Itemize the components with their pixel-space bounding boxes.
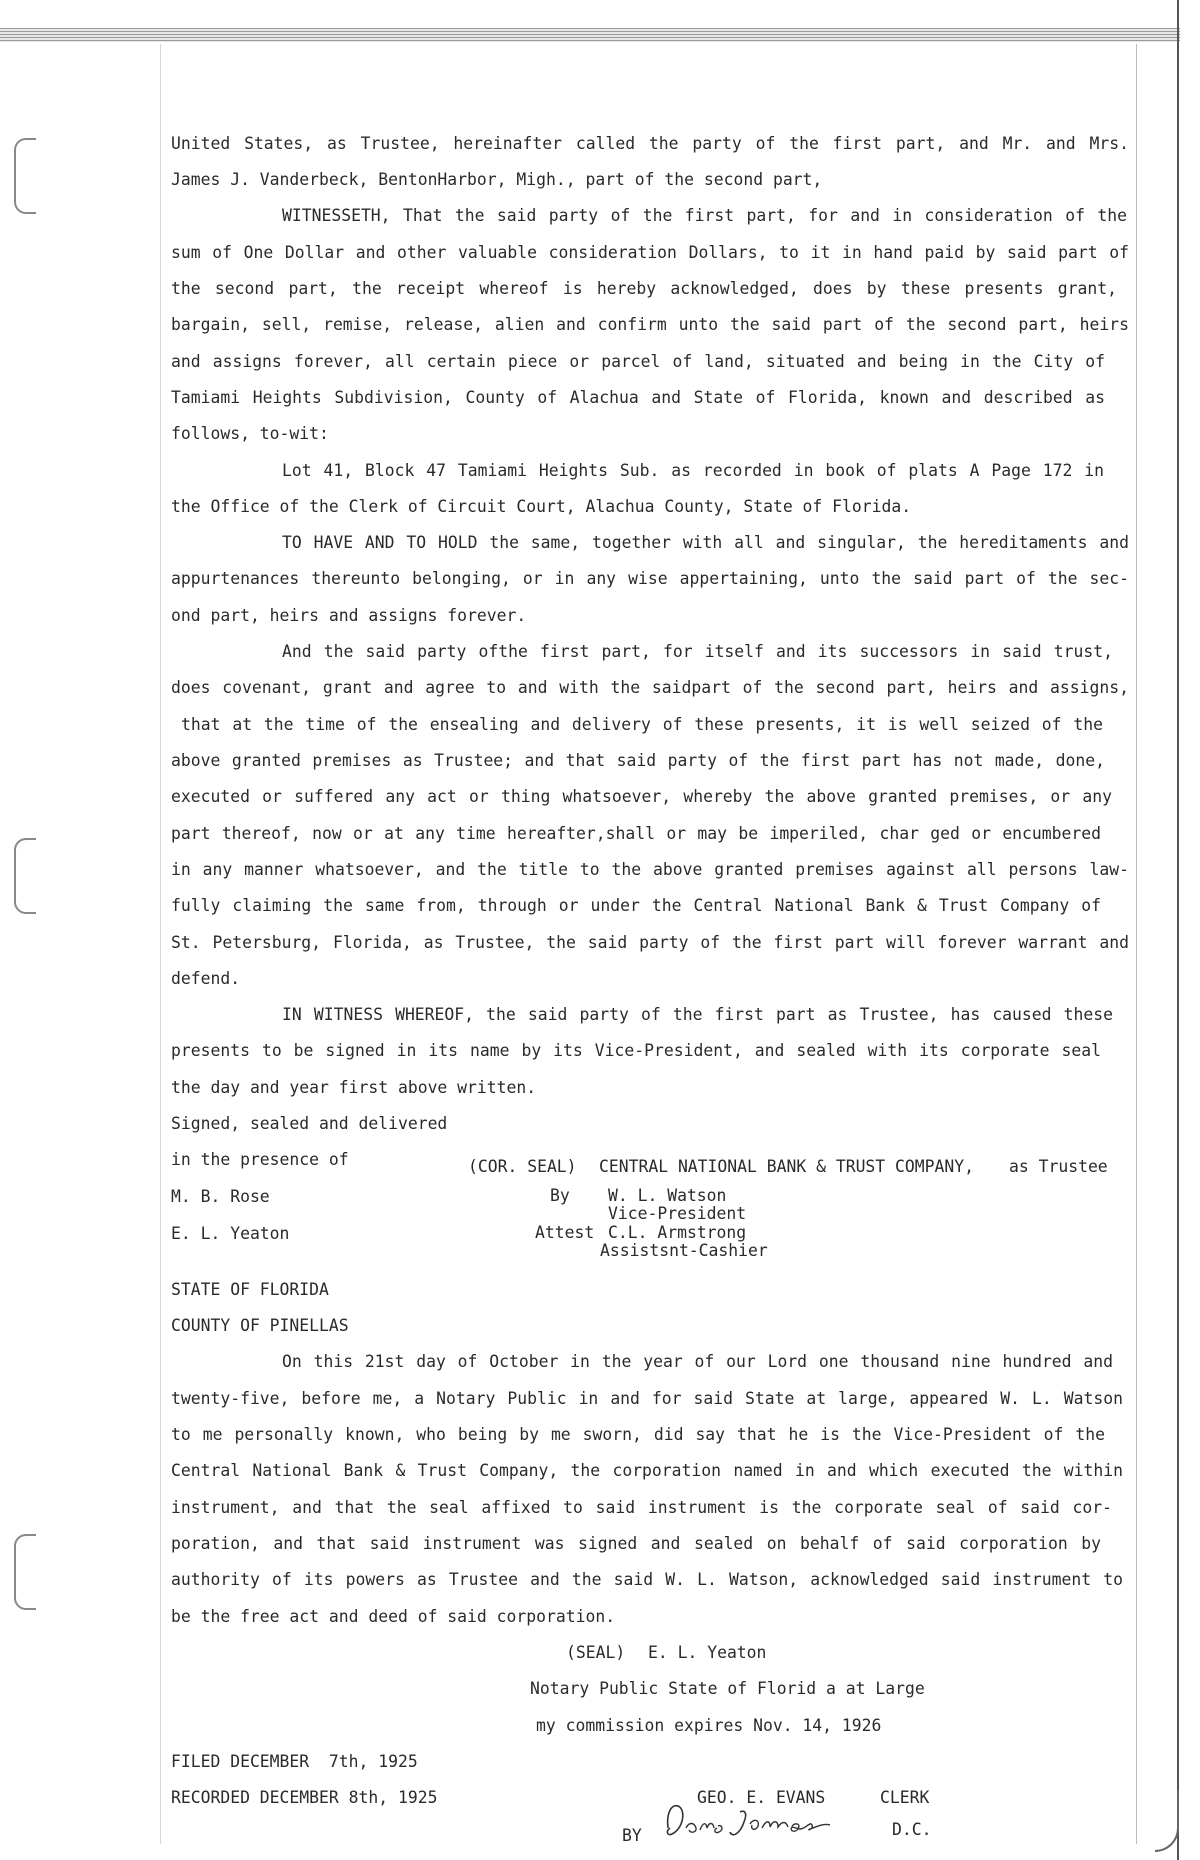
commission-expiry: my commission expires Nov. 14, 1926 — [536, 1716, 882, 1735]
body-line: part thereof, now or at any time hereafter,shall or may be imperiled, char ged or encumbered — [171, 824, 1101, 843]
witness-name: M. B. Rose — [171, 1187, 270, 1206]
body-line: St. Petersburg, Florida, as Trustee, the said party of the first part will forever warrant and — [171, 933, 1129, 952]
body-line: appurtenances thereunto belonging, or in any wise appertaining, unto the said part of the sec- — [171, 569, 1129, 588]
body-line: defend. — [171, 969, 241, 988]
body-line: in any manner whatsoever, and the title to the above granted premises against all persons law- — [171, 860, 1129, 879]
acknowledgment-line: twenty-five, before me, a Notary Public in and for said State at large, appeared W. L. Watson — [171, 1389, 1123, 1408]
filed-date: FILED DECEMBER 7th, 1925 — [171, 1752, 418, 1771]
body-line: Signed, sealed and delivered — [171, 1114, 448, 1133]
acknowledgment-line: be the free act and deed of said corporation. — [171, 1607, 616, 1626]
body-line: does covenant, grant and agree to and with the saidpart of the second part, heirs and assigns, — [171, 678, 1129, 697]
body-line: above granted premises as Trustee; and that said party of the first part has not made, done, — [171, 751, 1105, 770]
by-label: By — [550, 1186, 570, 1205]
venue-state: STATE OF FLORIDA — [171, 1280, 329, 1299]
notary-seal-label: (SEAL) — [566, 1643, 626, 1662]
attester-name: C.L. Armstrong — [608, 1223, 747, 1242]
body-line: WITNESSETH, That the said party of the first part, for and in consideration of the — [282, 206, 1127, 225]
body-line: the second part, the receipt whereof is hereby acknowledged, does by these presents grant, — [171, 279, 1117, 298]
by-label: BY — [622, 1826, 642, 1845]
notary-name: E. L. Yeaton — [648, 1643, 767, 1662]
body-line: presents to be signed in its name by its Vice-President, and sealed with its corporate seal — [171, 1041, 1101, 1060]
corporate-seal-label: (COR. SEAL) — [468, 1157, 577, 1176]
body-line: And the said party ofthe first part, for itself and its successors in said trust, — [282, 642, 1113, 661]
acknowledgment-line: poration, and that said instrument was signed and sealed on behalf of said corporation by — [171, 1534, 1101, 1553]
acknowledgment-line: authority of its powers as Trustee and the said W. L. Watson, acknowledged said instrument to — [171, 1570, 1123, 1589]
body-line: bargain, sell, remise, release, alien and confirm unto the said part of the second part, heirs — [171, 315, 1129, 334]
clerk-title: CLERK — [880, 1788, 930, 1807]
body-line: ond part, heirs and assigns forever. — [171, 606, 527, 625]
body-line: executed or suffered any act or thing whatsoever, whereby the above granted premises, or any — [171, 787, 1112, 806]
venue-county: COUNTY OF PINELLAS — [171, 1316, 349, 1335]
signer-name: W. L. Watson — [608, 1186, 727, 1205]
body-line: the day and year first above written. — [171, 1078, 537, 1097]
body-line: IN WITNESS WHEREOF, the said party of the first part as Trustee, has caused these — [282, 1005, 1113, 1024]
legal-description: Lot 41, Block 47 Tamiami Heights Sub. as recorded in book of plats A Page 172 in — [282, 461, 1104, 480]
acknowledgment-line: to me personally known, who being by me sworn, did say that he is the Vice-President of the — [171, 1425, 1105, 1444]
acknowledgment-line: Central National Bank & Trust Company, the corporation named in and which executed the within — [171, 1461, 1123, 1480]
body-line: that at the time of the ensealing and delivery of these presents, it is well seized of the — [181, 715, 1103, 734]
body-line: Tamiami Heights Subdivision, County of Alachua and State of Florida, known and described as — [171, 388, 1105, 407]
legal-description: the Office of the Clerk of Circuit Court, Alachua County, State of Florida. — [171, 497, 912, 516]
attest-label: Attest — [535, 1223, 595, 1242]
body-line: in the presence of — [171, 1150, 349, 1169]
body-line: United States, as Trustee, hereinafter called the party of the first part, and Mr. and Mrs. — [171, 134, 1129, 153]
attester-title: Assistsnt-Cashier — [600, 1241, 768, 1260]
body-line: and assigns forever, all certain piece or parcel of land, situated and being in the City of — [171, 352, 1105, 371]
body-line: TO HAVE AND TO HOLD the same, together with all and singular, the hereditaments and — [282, 533, 1129, 552]
acknowledgment-line: On this 21st day of October in the year of our Lord one thousand nine hundred and — [282, 1352, 1113, 1371]
clerk-name: GEO. E. EVANS — [697, 1788, 826, 1807]
body-line: follows, to-wit: — [171, 424, 329, 443]
body-line: sum of One Dollar and other valuable consideration Dollars, to it in hand paid by said part of — [171, 243, 1129, 262]
company-name: CENTRAL NATIONAL BANK & TRUST COMPANY, — [599, 1157, 974, 1176]
signer-title: Vice-President — [608, 1204, 747, 1223]
body-line: fully claiming the same from, through or under the Central National Bank & Trust Company of — [171, 896, 1101, 915]
deputy-clerk-title: D.C. — [892, 1820, 932, 1839]
body-line: James J. Vanderbeck, BentonHarbor, Migh., part of the second part, — [171, 170, 823, 189]
recorded-date: RECORDED DECEMBER 8th, 1925 — [171, 1788, 438, 1807]
company-role: as Trustee — [1009, 1157, 1108, 1176]
acknowledgment-line: instrument, and that the seal affixed to said instrument is the corporate seal of said cor- — [171, 1498, 1112, 1517]
witness-name: E. L. Yeaton — [171, 1224, 290, 1243]
notary-title: Notary Public State of Florid a at Large — [530, 1679, 925, 1698]
deputy-clerk-signature — [662, 1798, 852, 1844]
